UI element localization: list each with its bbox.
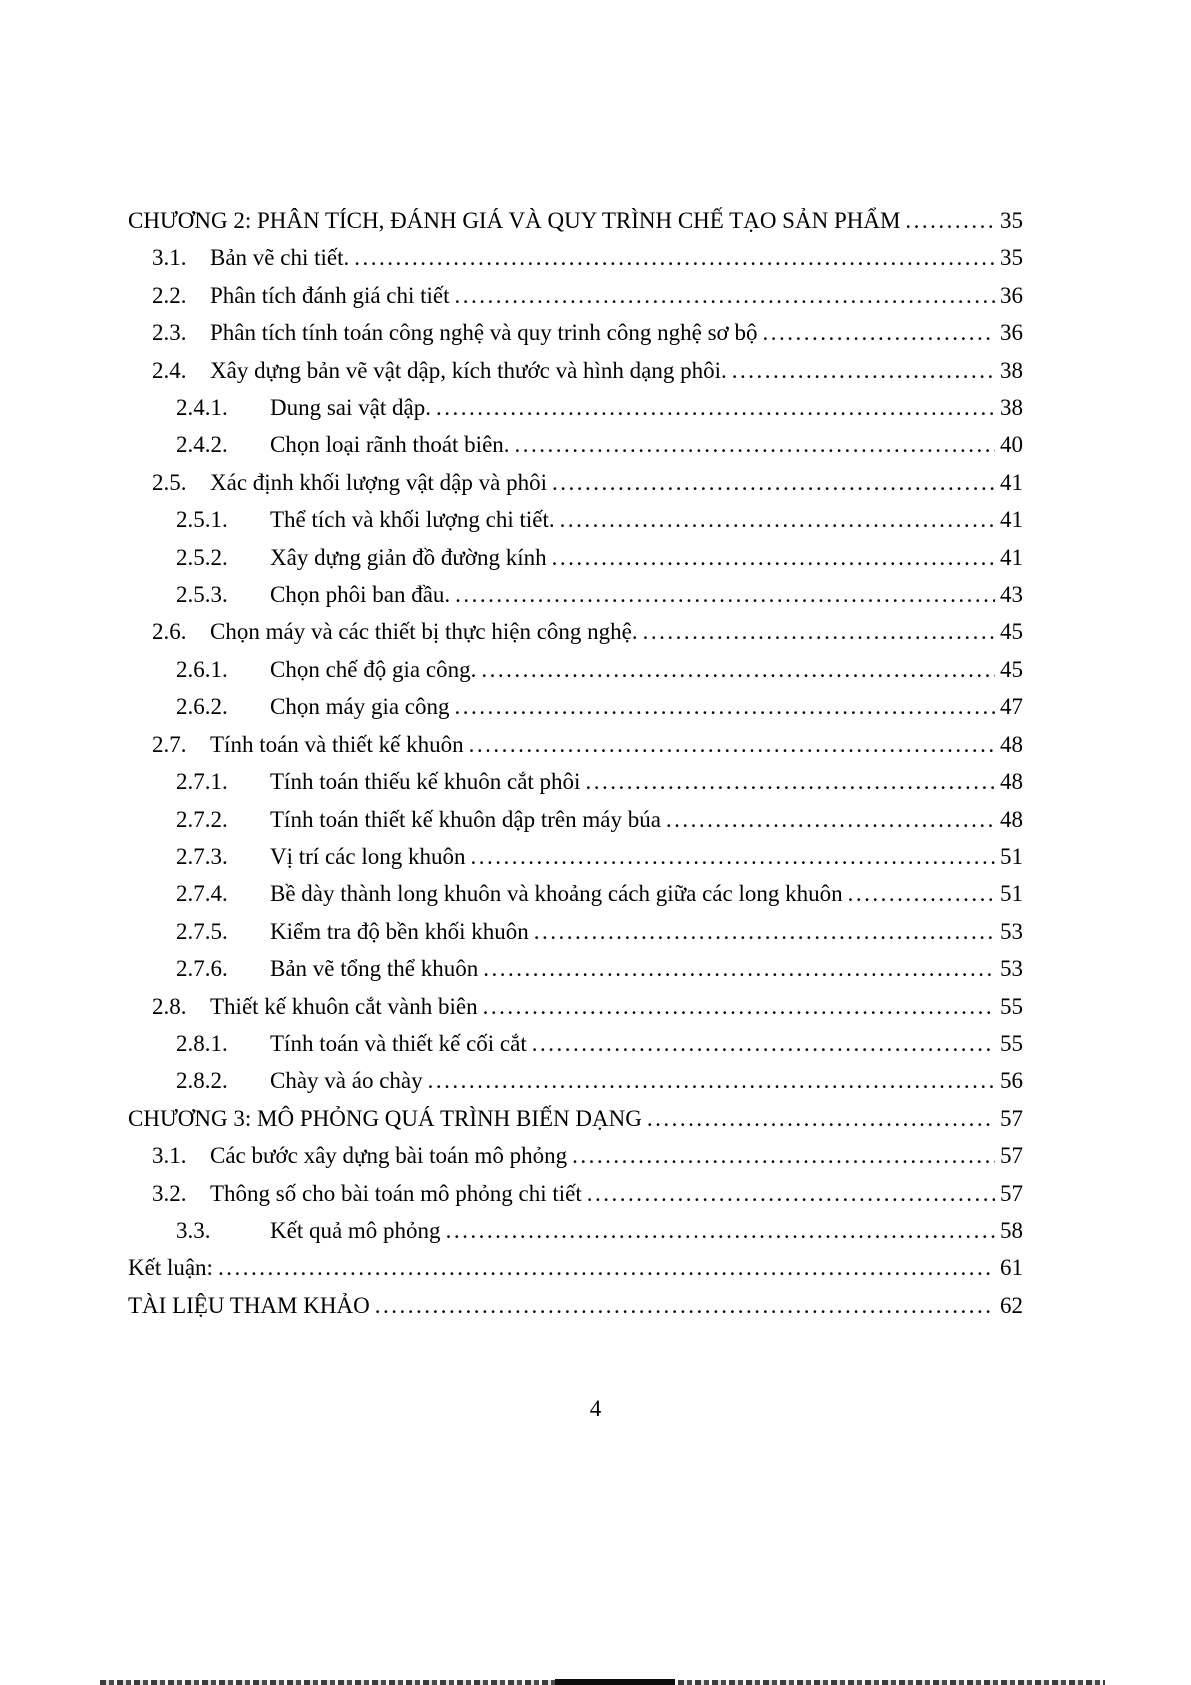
toc-entry-title: Chày và áo chày bbox=[270, 1068, 423, 1094]
toc-entry bbox=[128, 1287, 1023, 1324]
toc-entry-title: CHƯƠNG 2: PHÂN TÍCH, ĐÁNH GIÁ VÀ QUY TRÌNH CHẾ TẠO SẢN PHẨM bbox=[128, 208, 901, 233]
toc-entry-number: 2.2. bbox=[152, 282, 187, 308]
toc-entry bbox=[128, 1062, 1023, 1099]
toc-entry bbox=[128, 426, 1023, 463]
toc-entry-number: 2.5.2. bbox=[176, 544, 228, 570]
toc-dot-leader bbox=[647, 1100, 995, 1137]
page-number: 4 bbox=[589, 1396, 602, 1421]
toc-entry-number: 2.4.1. bbox=[176, 395, 228, 421]
toc-entry-number: 3.3. bbox=[176, 1217, 211, 1243]
toc-entry-title: CHƯƠNG 3: MÔ PHỎNG QUÁ TRÌNH BIẾN DẠNG bbox=[128, 1105, 642, 1131]
toc-entry bbox=[128, 202, 1023, 239]
toc-entry-page: 56 bbox=[1000, 1068, 1023, 1094]
toc-entry-number: 2.6. bbox=[152, 619, 187, 645]
toc-entry-title: Phân tích đánh giá chi tiết bbox=[210, 282, 450, 308]
toc-entry-title: Chọn chế độ gia công. bbox=[270, 656, 477, 682]
toc-entry-number: 2.6.1. bbox=[176, 656, 228, 682]
toc-dot-leader bbox=[905, 202, 995, 239]
toc-entry-number: 2.7.1. bbox=[176, 769, 228, 795]
toc-entry-page: 62 bbox=[1000, 1292, 1023, 1318]
toc-entry-page: 57 bbox=[1000, 1143, 1023, 1169]
toc-entry-number: 2.8. bbox=[152, 993, 187, 1019]
toc-dot-leader bbox=[470, 838, 995, 875]
toc-entry-title: Thiết kế khuôn cắt vành biên bbox=[210, 993, 478, 1019]
toc-entry bbox=[128, 539, 1023, 576]
toc-entry-page: 35 bbox=[1000, 208, 1023, 233]
toc-entry-page: 41 bbox=[1000, 469, 1023, 495]
toc-entry-title: Các bước xây dựng bài toán mô phỏng bbox=[210, 1143, 568, 1169]
toc-entry bbox=[128, 1025, 1023, 1062]
toc-entry-page: 55 bbox=[1000, 1030, 1023, 1056]
toc-entry-title: Bản vẽ chi tiết. bbox=[210, 245, 350, 271]
toc-dot-leader bbox=[446, 1212, 995, 1249]
toc-entry-page: 43 bbox=[1000, 582, 1023, 608]
toc-entry-page: 57 bbox=[1000, 1180, 1023, 1206]
toc-dot-leader bbox=[762, 314, 995, 351]
toc-entry-number: 3.2. bbox=[152, 1180, 187, 1206]
toc-entry-page: 48 bbox=[1000, 731, 1023, 757]
toc-list bbox=[128, 202, 1023, 1324]
toc-entry-page: 35 bbox=[1000, 245, 1023, 271]
toc-dot-leader bbox=[666, 801, 995, 838]
toc-entry bbox=[128, 352, 1023, 389]
toc-entry-number: 2.8.2. bbox=[176, 1068, 228, 1094]
toc-entry bbox=[128, 464, 1023, 501]
toc-dot-leader bbox=[354, 239, 995, 276]
toc-entry-page: 61 bbox=[1000, 1255, 1023, 1281]
toc-dot-leader bbox=[587, 1175, 995, 1212]
toc-entry-title: Tính toán và thiết kế cối cắt bbox=[270, 1030, 527, 1056]
toc-entry bbox=[128, 726, 1023, 763]
toc-dot-leader bbox=[848, 875, 995, 912]
toc-entry-page: 38 bbox=[1000, 395, 1023, 421]
toc-entry bbox=[128, 688, 1023, 725]
toc-entry-title: TÀI LIỆU THAM KHẢO bbox=[128, 1292, 370, 1318]
toc-entry bbox=[128, 1137, 1023, 1174]
toc-entry-title: Bản vẽ tổng thể khuôn bbox=[270, 956, 479, 982]
toc-entry-page: 51 bbox=[1000, 881, 1023, 907]
toc-entry-page: 38 bbox=[1000, 357, 1023, 383]
toc-entry-title: Kiểm tra độ bền khối khuôn bbox=[270, 918, 529, 944]
toc-entry bbox=[128, 950, 1023, 987]
toc-entry-title: Chọn phôi ban đầu. bbox=[270, 582, 451, 608]
toc-entry-title: Kết quả mô phỏng bbox=[270, 1217, 441, 1243]
toc-entry-title: Kết luận: bbox=[128, 1255, 213, 1281]
toc-dot-leader bbox=[552, 464, 995, 501]
toc-entry-number: 2.7.5. bbox=[176, 918, 228, 944]
toc-dot-leader bbox=[643, 613, 995, 650]
toc-entry-page: 48 bbox=[1000, 806, 1023, 832]
toc-dot-leader bbox=[732, 352, 995, 389]
toc-entry-title: Xây dựng bản vẽ vật dập, kích thước và hình dạng phôi. bbox=[210, 357, 727, 383]
toc-entry bbox=[128, 801, 1023, 838]
toc-dot-leader bbox=[481, 651, 995, 688]
cutoff-text-blot bbox=[555, 1679, 675, 1685]
toc-entry bbox=[128, 1100, 1023, 1137]
toc-dot-leader bbox=[515, 426, 995, 463]
toc-dot-leader bbox=[483, 950, 995, 987]
toc-dot-leader bbox=[532, 1025, 995, 1062]
toc-entry-title: Dung sai vật dập. bbox=[270, 395, 431, 421]
toc-entry bbox=[128, 314, 1023, 351]
toc-entry-page: 53 bbox=[1000, 956, 1023, 982]
toc-entry-number: 2.7.3. bbox=[176, 843, 228, 869]
toc-entry-page: 40 bbox=[1000, 432, 1023, 458]
toc-entry-number: 2.7.6. bbox=[176, 956, 228, 982]
toc-entry-title: Tính toán và thiết kế khuôn bbox=[210, 731, 464, 757]
toc-entry bbox=[128, 988, 1023, 1025]
toc-entry bbox=[128, 1212, 1023, 1249]
toc-entry-number: 2.5.1. bbox=[176, 507, 228, 533]
toc-entry bbox=[128, 277, 1023, 314]
toc-entry-page: 36 bbox=[1000, 320, 1023, 346]
toc-entry-number: 2.7.4. bbox=[176, 881, 228, 907]
toc-entry bbox=[128, 763, 1023, 800]
toc-entry-number: 3.1. bbox=[152, 1143, 187, 1169]
toc-entry-page: 41 bbox=[1000, 544, 1023, 570]
toc-entry bbox=[128, 239, 1023, 276]
toc-entry-number: 2.5.3. bbox=[176, 582, 228, 608]
toc-entry bbox=[128, 389, 1023, 426]
toc-entry-number: 2.4. bbox=[152, 357, 187, 383]
toc-entry-number: 2.7.2. bbox=[176, 806, 228, 832]
toc-entry-title: Chọn máy gia công bbox=[270, 694, 450, 720]
toc-entry-page: 36 bbox=[1000, 282, 1023, 308]
toc-entry-page: 45 bbox=[1000, 656, 1023, 682]
toc-dot-leader bbox=[534, 913, 995, 950]
toc-entry-title: Chọn máy và các thiết bị thực hiện công nghệ. bbox=[210, 619, 638, 645]
toc-entry bbox=[128, 1175, 1023, 1212]
toc-entry-page: 48 bbox=[1000, 769, 1023, 795]
toc-entry-title: Bề dày thành long khuôn và khoảng cách giữa các long khuôn bbox=[270, 881, 843, 907]
toc-dot-leader bbox=[483, 988, 995, 1025]
toc-entry-title: Phân tích tính toán công nghệ và quy trinh công nghệ sơ bộ bbox=[210, 320, 758, 346]
toc-entry-title: Chọn loại rãnh thoát biên. bbox=[270, 432, 510, 458]
toc-entry-title: Tính toán thiết kế khuôn dập trên máy búa bbox=[270, 806, 661, 832]
toc-entry-number: 2.4.2. bbox=[176, 432, 228, 458]
toc-entry bbox=[128, 1249, 1023, 1286]
toc-entry-page: 55 bbox=[1000, 993, 1023, 1019]
toc-entry-page: 47 bbox=[1000, 694, 1023, 720]
toc-entry-number: 2.8.1. bbox=[176, 1030, 228, 1056]
toc-entry-title: Thông số cho bài toán mô phỏng chi tiết bbox=[210, 1180, 582, 1206]
toc-entry-title: Xác định khối lượng vật dập và phôi bbox=[210, 469, 547, 495]
toc-entry-page: 57 bbox=[1000, 1105, 1023, 1131]
toc-dot-leader bbox=[469, 726, 995, 763]
toc-entry bbox=[128, 838, 1023, 875]
toc-entry bbox=[128, 913, 1023, 950]
toc-entry bbox=[128, 576, 1023, 613]
toc-entry-page: 58 bbox=[1000, 1217, 1023, 1243]
toc-entry-page: 41 bbox=[1000, 507, 1023, 533]
toc-dot-leader bbox=[428, 1062, 995, 1099]
toc-dot-leader bbox=[585, 763, 995, 800]
toc-entry-number: 2.6.2. bbox=[176, 694, 228, 720]
toc-entry bbox=[128, 875, 1023, 912]
toc-entry bbox=[128, 613, 1023, 650]
toc-dot-leader bbox=[572, 1137, 995, 1174]
toc-entry bbox=[128, 501, 1023, 538]
toc-dot-leader bbox=[560, 501, 995, 538]
toc-entry-title: Vị trí các long khuôn bbox=[270, 843, 466, 869]
toc-dot-leader bbox=[455, 576, 995, 613]
toc-entry-title: Thể tích và khối lượng chi tiết. bbox=[270, 507, 555, 533]
toc-entry bbox=[128, 651, 1023, 688]
toc-dot-leader bbox=[455, 277, 995, 314]
toc-entry-page: 51 bbox=[1000, 843, 1023, 869]
toc-dot-leader bbox=[552, 539, 995, 576]
toc-dot-leader bbox=[375, 1287, 995, 1324]
toc-dot-leader bbox=[455, 688, 996, 725]
toc-entry-title: Xây dựng giản đồ đường kính bbox=[270, 544, 547, 570]
toc-entry-title: Tính toán thiếu kế khuôn cắt phôi bbox=[270, 769, 581, 795]
toc-dot-leader bbox=[218, 1249, 995, 1286]
toc-entry-number: 3.1. bbox=[152, 245, 187, 271]
toc-entry-page: 45 bbox=[1000, 619, 1023, 645]
toc-dot-leader bbox=[436, 389, 995, 426]
toc-entry-page: 53 bbox=[1000, 918, 1023, 944]
toc-entry-number: 2.7. bbox=[152, 731, 187, 757]
toc-entry-number: 2.5. bbox=[152, 469, 187, 495]
toc-entry-number: 2.3. bbox=[152, 320, 187, 346]
